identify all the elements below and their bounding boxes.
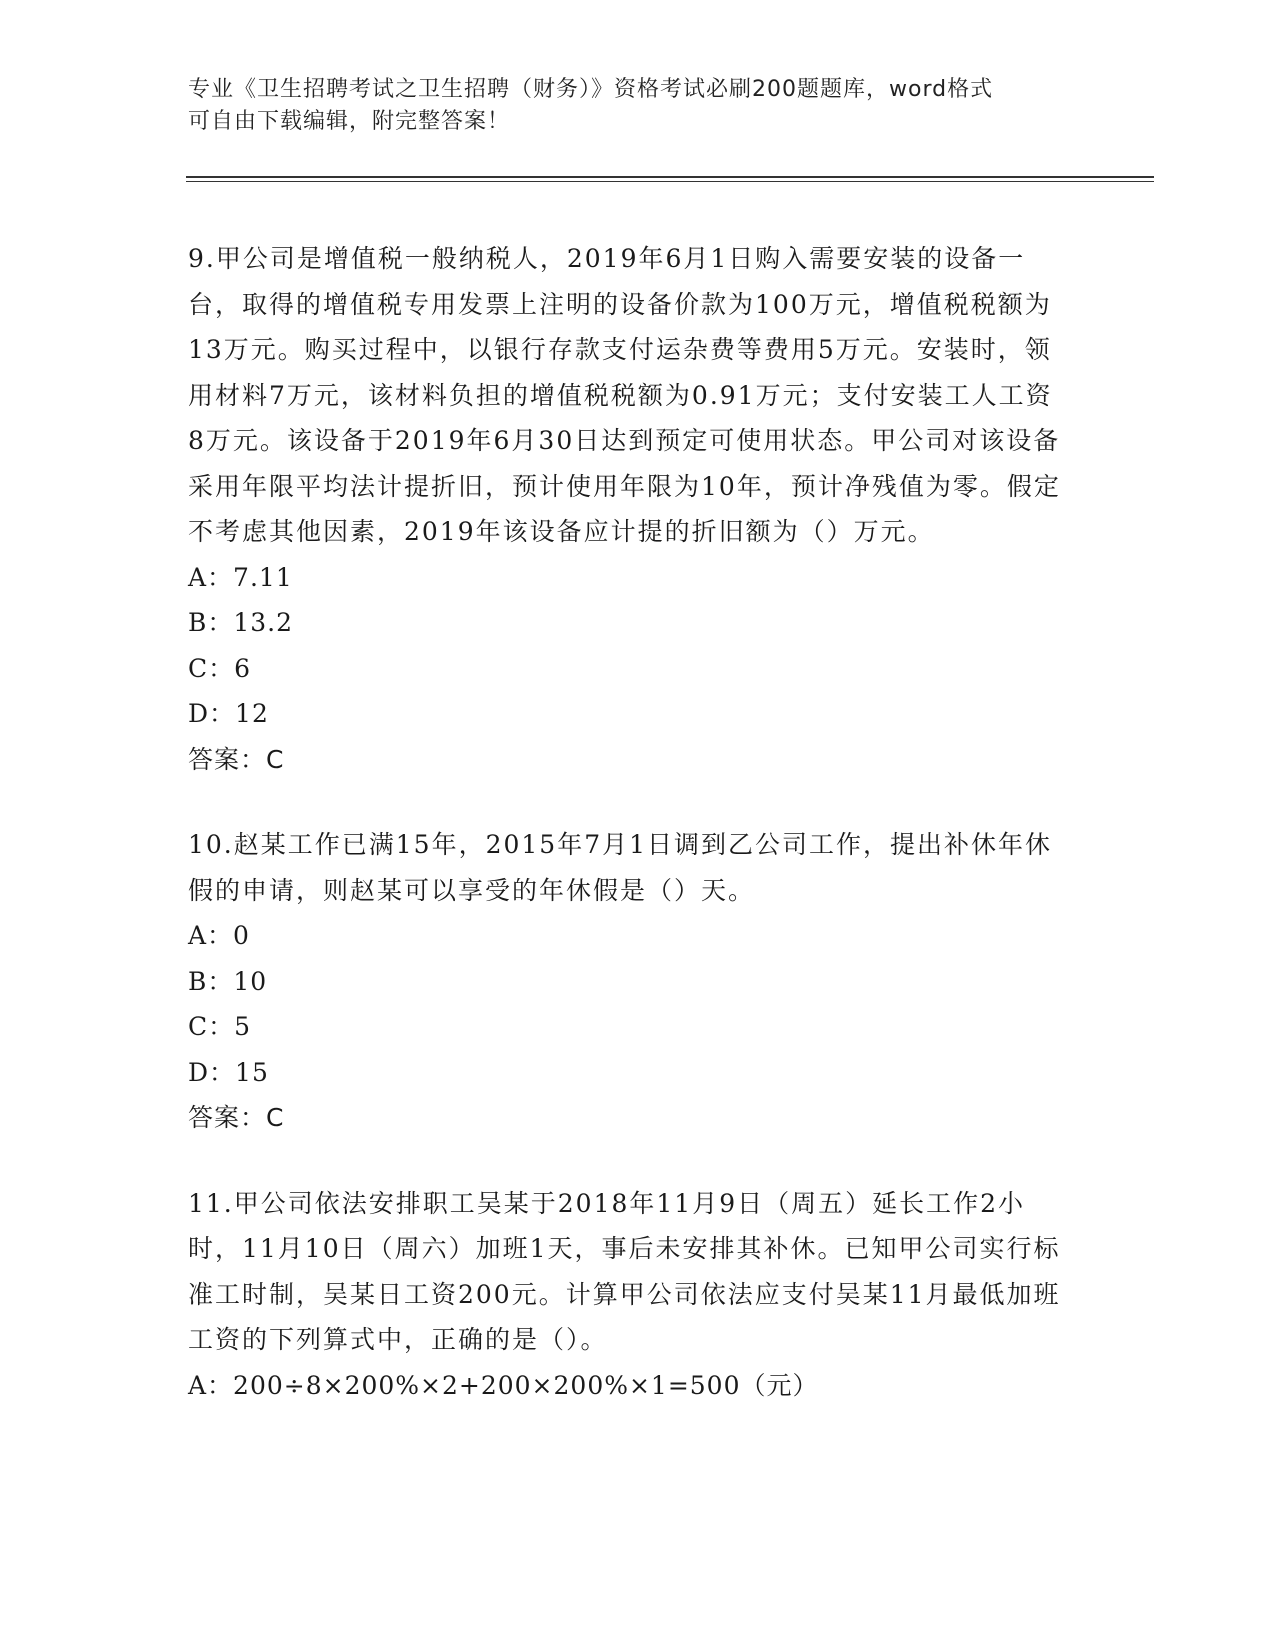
header-divider-thick (186, 176, 1154, 178)
question-list (188, 236, 1068, 1448)
question-item-9 (188, 236, 1068, 782)
question-text: 9.甲公司是增值税一般纳税人，2019年6月1日购入需要安装的设备一台，取得的增值税专用发票上注明的设备价款为100万元，增值税税额为13万元。购买过程中，以银行存款支付运杂费等费用5万元。安装时，领用材料7万元，该材料负担的增值税税额为0.91万元；支付安装工人工资8万元。该设备于2019年6月30日达到预定可使用状态。甲公司对该设备采用年限平均法计提折旧，预计使用年限为10年，预计净残值为零。假定不考虑其他因素，2019年该设备应计提的折旧额为（）万元。 (188, 244, 1061, 546)
option-d: D：12 (188, 699, 269, 728)
header-line-1: 专业《卫生招聘考试之卫生招聘（财务）》资格考试必刷200题题库，word格式 (188, 77, 994, 102)
header-line-2: 可自由下载编辑，附完整答案！ (188, 109, 511, 134)
option-a: A：7.11 (188, 562, 293, 592)
option-a: A：200÷8×200%×2+200×200%×1=500（元） (188, 1370, 819, 1400)
option-a: A：0 (188, 921, 250, 950)
option-c: C：6 (188, 653, 252, 683)
header-divider-thin (186, 181, 1154, 182)
answer-text: 答案：C (188, 744, 285, 774)
question-item-10 (188, 822, 1068, 1141)
question-text: 10.赵某工作已满15年，2015年7月1日调到乙公司工作，提出补休年休假的申请，则赵某可以享受的年休假是（）天。 (188, 830, 1053, 905)
question-item-11 (188, 1181, 1068, 1409)
answer-text: 答案：C (188, 1103, 285, 1132)
option-d: D：15 (188, 1057, 269, 1087)
option-c: C：5 (188, 1012, 252, 1041)
question-text: 11.甲公司依法安排职工吴某于2018年11月9日（周五）延长工作2小时，11月10日（周六）加班1天，事后未安排其补休。已知甲公司实行标准工时制，吴某日工资200元。计算甲公司依法应支付吴某11月最低加班工资的下列算式中，正确的是（）。 (188, 1188, 1061, 1354)
option-b: B：10 (188, 966, 268, 996)
option-b: B：13.2 (188, 608, 294, 637)
document-header (188, 74, 1068, 138)
